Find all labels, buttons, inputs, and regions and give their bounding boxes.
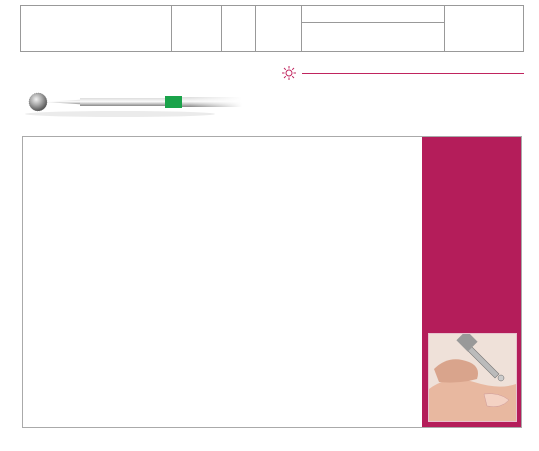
swatch-856 <box>302 23 338 51</box>
swatch-886 <box>408 23 444 51</box>
header-color-code <box>302 6 445 51</box>
shape-icon-row <box>282 66 524 80</box>
header-purpose <box>445 6 523 51</box>
header-length <box>256 6 302 51</box>
color-code-label <box>302 6 444 23</box>
bur-image <box>20 88 242 120</box>
header-tool <box>21 6 172 51</box>
swatch-866 <box>338 23 373 51</box>
usage-photo <box>428 333 517 422</box>
spec-table-header <box>20 5 524 52</box>
shape-divider <box>302 73 524 74</box>
swatch-876 <box>373 23 408 51</box>
purpose-panel <box>422 137 521 427</box>
header-diameter <box>222 6 256 51</box>
product-grid <box>22 136 522 428</box>
grit-color-band <box>165 96 182 108</box>
header-shank <box>172 6 222 51</box>
sphere-icon <box>282 66 296 80</box>
